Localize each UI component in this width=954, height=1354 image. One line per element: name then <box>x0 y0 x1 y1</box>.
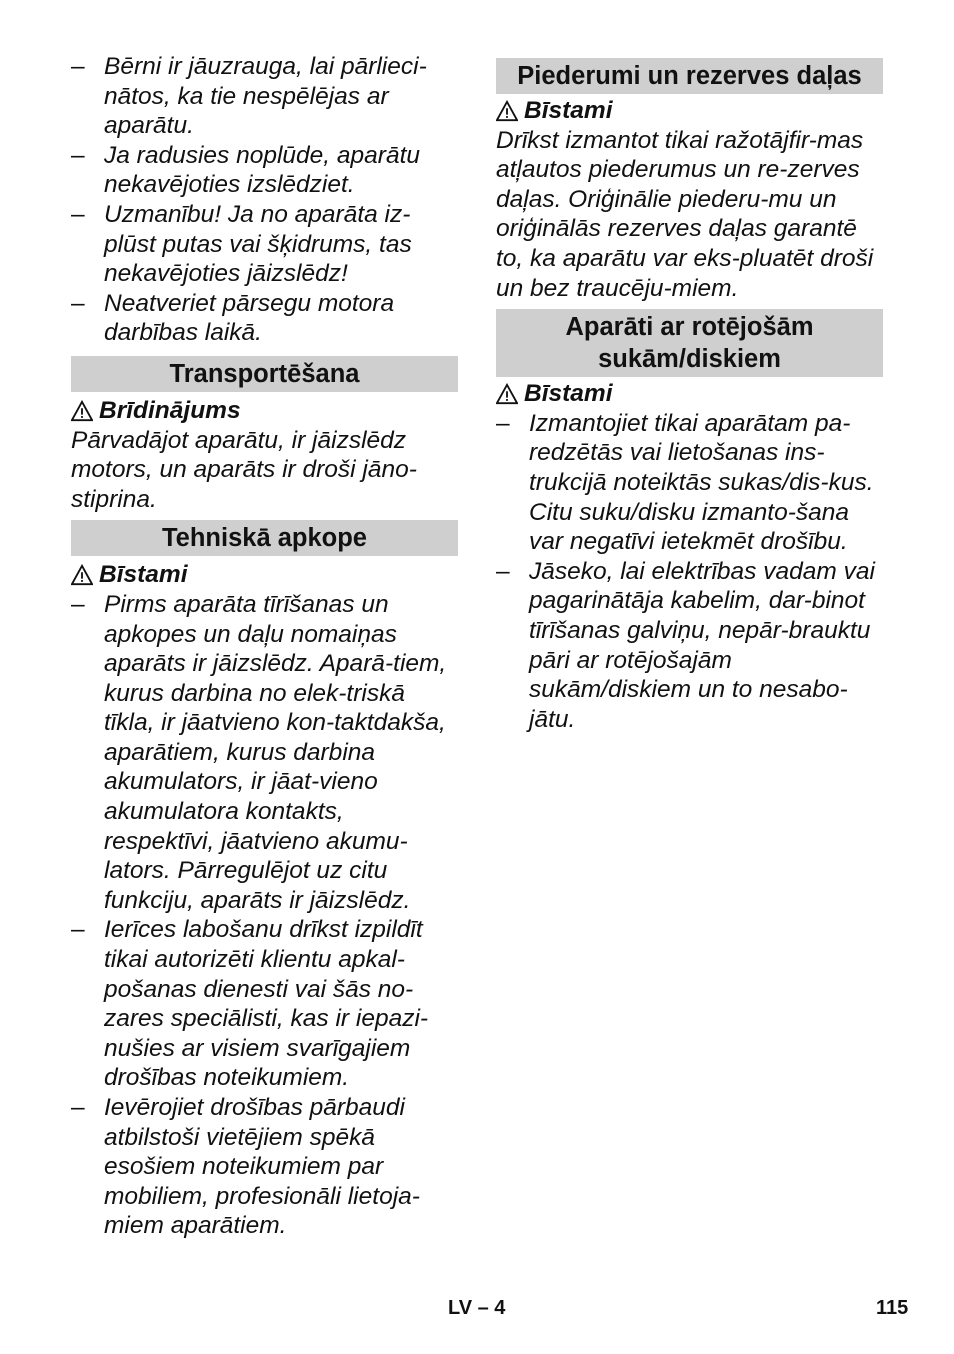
list-item: – Jāseko, lai elektrības vadam vai pagarinātāja kabelim, dar-binot tīrīšanas galviņu, nepār-brauktu pāri ar rotējošajām sukām/diskiem un to nesabo-jātu. <box>496 557 875 733</box>
warning-triangle-icon <box>71 564 93 586</box>
accessories-text: Drīkst izmantot tikai ražotājfir-mas atļautos piederumus un re-zerves daļas. Oriģinālie piederu-mu un oriģinālās rezerves daļas garantē to, ka aparātu var eks-pluatēt droši un bez traucēju-miem. <box>496 126 874 302</box>
list-item: – Bērni ir jāuzrauga, lai pārlieci-nātos, ka tie nespēlējas ar aparātu. <box>71 53 427 140</box>
warning-label: Bīstami <box>524 380 613 408</box>
transport-text: Pārvadājot aparātu, ir jāizslēdz motors, un aparāts ir droši jāno-stiprina. <box>71 426 417 513</box>
page-number: 115 <box>876 1297 909 1319</box>
footer-lang-page: LV – 4 <box>448 1297 506 1319</box>
list-item: – Ja radusies noplūde, aparātu nekavējoties izslēdziet. <box>71 141 420 199</box>
right-column <box>496 58 883 734</box>
list-item: – Ierīces labošanu drīkst izpildīt tikai autorizēti klientu apkal-pošanas dienesti vai šās no-zares speciālisti, kas ir iepazi-nušies ar visiem svarīgajiem drošības noteikumiem. <box>71 916 429 1092</box>
transport-heading: Transportēšana <box>71 356 458 392</box>
warning-triangle-icon <box>496 100 518 122</box>
list-item: – Pirms aparāta tīrīšanas un apkopes un daļu nomaiņas aparāts ir jāizslēdz. Aparā-tiem, kurus darbina no elek-triskā tīkla, ir jāatvieno kon-taktdakša, aparātiem, kurus darbina akumulators, ir jāat-vieno akumulatora kontakts, respektīvi, jāatvieno akumu-lators. Pārregulējot uz citu funkciju, aparāts ir jāizslēdz. <box>71 590 447 914</box>
accessories-warning <box>496 96 883 126</box>
rotating-heading: Aparāti ar rotējošām sukām/diskiem <box>496 309 883 377</box>
maintenance-warning <box>71 560 458 590</box>
warning-triangle-icon <box>496 383 518 405</box>
maintenance-heading: Tehniskā apkope <box>71 520 458 556</box>
warning-label: Bīstami <box>99 561 188 589</box>
list-item: – Uzmanību! Ja no aparāta iz-plūst putas vai šķidrums, tas nekavējoties jāizslēdz! <box>71 200 412 288</box>
warning-triangle-icon <box>71 400 93 422</box>
rotating-list <box>496 409 883 735</box>
list-item: – Izmantojiet tikai aparātam pa-redzētās vai lietošanas ins-trukcijā noteiktās sukas/dis-kus. Citu suku/disku izmanto-šana var negatīvi ietekmēt drošību. <box>496 409 874 556</box>
warning-label: Bīstami <box>524 97 613 124</box>
transport-warning <box>71 396 458 426</box>
maintenance-list <box>71 590 458 1241</box>
list-item: – Ievērojiet drošības pārbaudi atbilstoši vietējiem spēkā esošiem noteikumiem par mobiliem, profesionāli lietoja-miem aparātiem. <box>71 1094 420 1240</box>
accessories-heading: Piederumi un rezerves daļas <box>496 58 883 94</box>
rotating-warning <box>496 379 883 409</box>
intro-list <box>71 52 458 348</box>
left-column <box>71 52 458 1241</box>
list-item: – Neatveriet pārsegu motora darbības laikā. <box>71 289 395 347</box>
warning-label: Brīdinājums <box>99 396 241 424</box>
